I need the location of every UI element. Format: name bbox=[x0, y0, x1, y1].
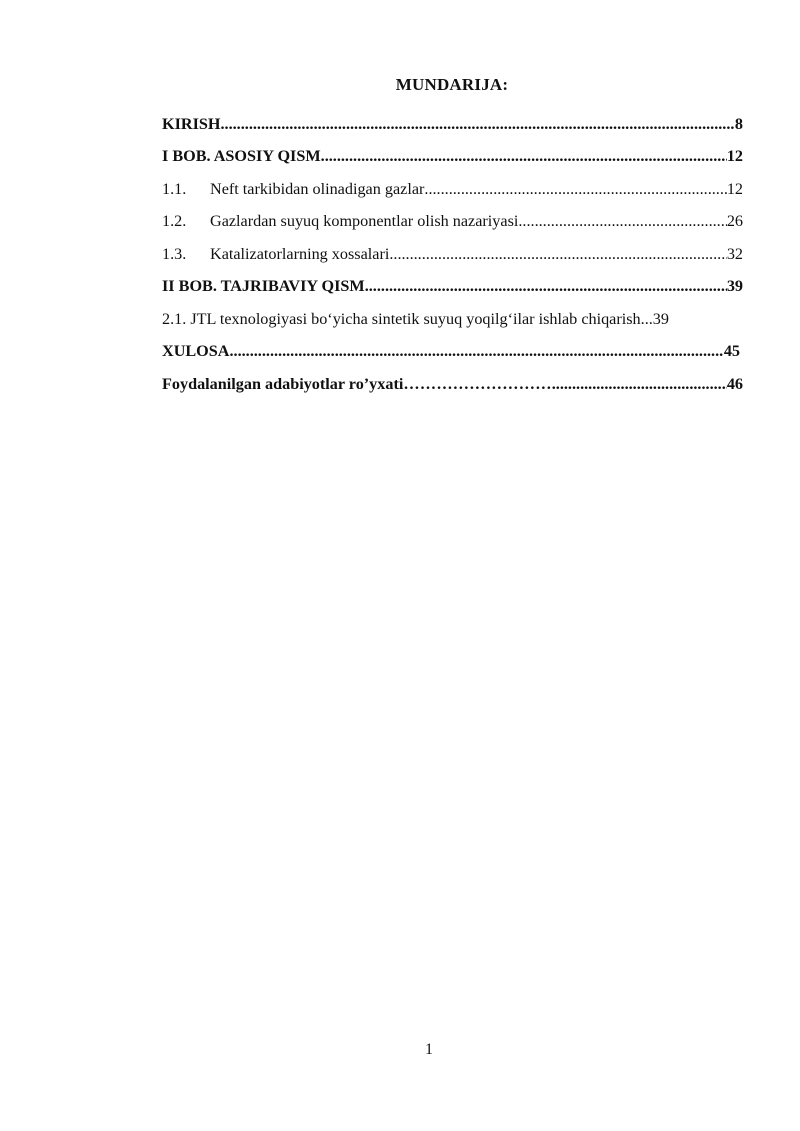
toc-ellipsis-leader: ……………………… bbox=[403, 374, 552, 393]
toc-entry-section-2-1[interactable] bbox=[162, 303, 743, 336]
toc-dot-leader bbox=[518, 212, 726, 231]
toc-dot-leader bbox=[389, 245, 726, 264]
toc-entry-chapter-2[interactable] bbox=[162, 271, 743, 304]
toc-entry-number: 1.3. bbox=[162, 244, 187, 263]
toc-entry-section-1-3[interactable] bbox=[162, 238, 743, 271]
toc-entry-chapter-1[interactable] bbox=[162, 141, 743, 174]
toc-entry-references[interactable] bbox=[162, 368, 743, 401]
toc-entry-kirish[interactable] bbox=[162, 108, 743, 141]
toc-entry-section-1-1[interactable] bbox=[162, 173, 743, 206]
toc-dot-leader bbox=[552, 375, 727, 394]
toc-dot-leader bbox=[220, 115, 734, 134]
toc-entry-label: Foydalanilgan adabiyotlar ro’yxati bbox=[162, 374, 404, 393]
toc-dot-leader bbox=[321, 147, 727, 166]
toc-entry-xulosa[interactable] bbox=[162, 336, 740, 369]
page-number: 1 bbox=[425, 1041, 433, 1058]
toc-entry-section-1-2[interactable] bbox=[162, 206, 743, 239]
toc-entry-label: II BOB. TAJRIBAVIY QISM bbox=[162, 277, 365, 296]
toc-entry-label: 2.1. JTL texnologiyasi bo‘yicha sintetik suyuq yoqilg‘ilar ishlab chiqarish... bbox=[162, 309, 653, 328]
toc-entry-number: 1.2. bbox=[162, 212, 187, 231]
toc-entry-page: 8 bbox=[734, 114, 743, 133]
toc-dot-leader bbox=[424, 180, 726, 199]
toc-entry-label: Neft tarkibidan olinadigan gazlar bbox=[210, 179, 425, 198]
toc-dot-leader bbox=[229, 342, 723, 361]
toc-entry-page: 12 bbox=[726, 147, 743, 166]
toc-entry-page: 26 bbox=[726, 212, 743, 231]
toc-entry-label: Katalizatorlarning xossalari bbox=[210, 244, 390, 263]
toc-entry-page: 12 bbox=[726, 179, 743, 198]
toc-entry-label: KIRISH bbox=[162, 114, 221, 133]
toc-entry-page: 39 bbox=[652, 309, 669, 328]
toc-entry-page: 46 bbox=[726, 374, 743, 393]
toc-entry-label: Gazlardan suyuq komponentlar olish nazariyasi bbox=[210, 212, 519, 231]
toc-entry-page: 32 bbox=[726, 244, 743, 263]
toc-title: MUNDARIJA: bbox=[395, 75, 509, 94]
toc-entry-page: 45 bbox=[723, 342, 740, 361]
toc-entry-label: I BOB. ASOSIY QISM bbox=[162, 147, 321, 166]
toc-dot-leader bbox=[365, 277, 727, 296]
toc-entry-page: 39 bbox=[726, 277, 743, 296]
table-of-contents bbox=[162, 108, 743, 401]
toc-entry-number: 1.1. bbox=[162, 179, 187, 198]
toc-entry-label: XULOSA bbox=[162, 342, 230, 361]
